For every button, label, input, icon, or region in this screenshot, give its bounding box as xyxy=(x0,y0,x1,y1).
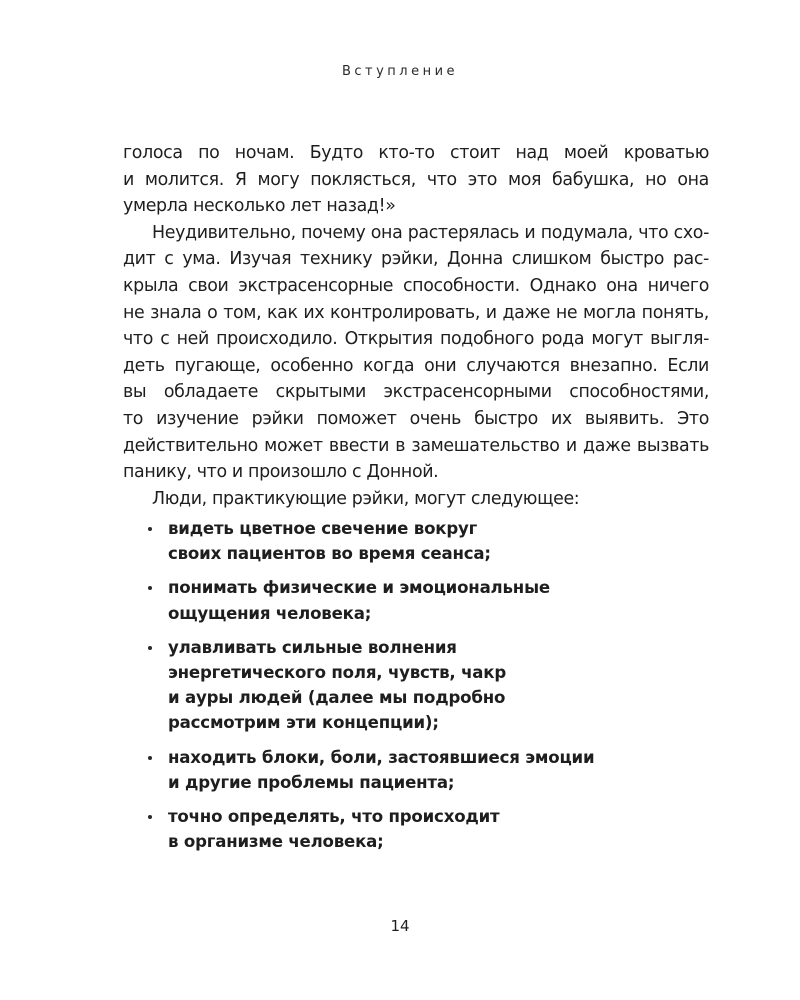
text-line: вы обладаете скрытыми экстрасенсорными способностями, xyxy=(123,382,709,403)
list-item-line: улавливать сильные волнения xyxy=(168,637,457,657)
list-item-line: видеть цветное свечение вокруг xyxy=(168,519,478,538)
list-item-line: понимать физические и эмоциональные xyxy=(168,578,550,598)
bullet-icon xyxy=(148,815,152,819)
text-line: Люди, практикующие рэйки, могут следующее: xyxy=(152,488,580,509)
list-item-line: своих пациентов во время сеанса; xyxy=(168,544,491,564)
list-item-line: и ауры людей (далее мы подробно xyxy=(168,688,506,708)
text-line: умерла несколько лет назад!» xyxy=(123,196,396,217)
bullet-icon xyxy=(148,756,152,760)
list-item-line: энергетического поля, чувств, чакр xyxy=(168,663,507,683)
list-item-line: рассмотрим эти концепции); xyxy=(168,713,439,733)
text-line: панику, что и произошло с Донной. xyxy=(123,462,439,483)
bullet-list xyxy=(146,516,646,863)
text-line: и молится. Я могу поклясться, что это моя бабушка, но она xyxy=(123,169,709,190)
text-line: крыла свои экстрасенсорные способности. Однако она ничего xyxy=(123,275,709,296)
bullet-icon xyxy=(148,646,152,650)
list-item xyxy=(146,516,646,566)
text-line: деть пугающе, особенно когда они случаются внезапно. Если xyxy=(123,355,709,376)
running-head: Вступление xyxy=(341,64,459,79)
list-item-line: и другие проблемы пациента; xyxy=(168,772,455,792)
bullet-icon xyxy=(148,586,152,590)
list-item xyxy=(146,745,646,795)
text-line: Неудивительно, почему она растерялась и подумала, что схо- xyxy=(152,222,709,243)
list-item xyxy=(146,635,646,736)
list-item-line: находить блоки, боли, застоявшиеся эмоции xyxy=(168,747,595,767)
text-line: не знала о том, как их контролировать, и даже не могла понять, xyxy=(123,302,709,323)
text-line: голоса по ночам. Будто кто-то стоит над моей кроватью xyxy=(123,143,709,163)
body-text xyxy=(123,140,709,512)
list-item-line: ощущения человека; xyxy=(168,603,372,623)
list-item-line: в организме человека; xyxy=(168,832,384,852)
text-line: дит с ума. Изучая технику рэйки, Донна слишком быстро рас- xyxy=(123,249,709,270)
text-line: действительно может ввести в замешательство и даже вызвать xyxy=(123,435,709,456)
text-line: что с ней происходило. Открытия подобного рода могут выгля- xyxy=(123,329,709,350)
list-item xyxy=(146,575,646,625)
text-line: то изучение рэйки поможет очень быстро их выявить. Это xyxy=(123,408,709,429)
list-item-line: точно определять, что происходит xyxy=(168,807,500,827)
list-item xyxy=(146,804,646,854)
page-number: 14 xyxy=(390,917,410,935)
bullet-icon xyxy=(148,527,152,531)
